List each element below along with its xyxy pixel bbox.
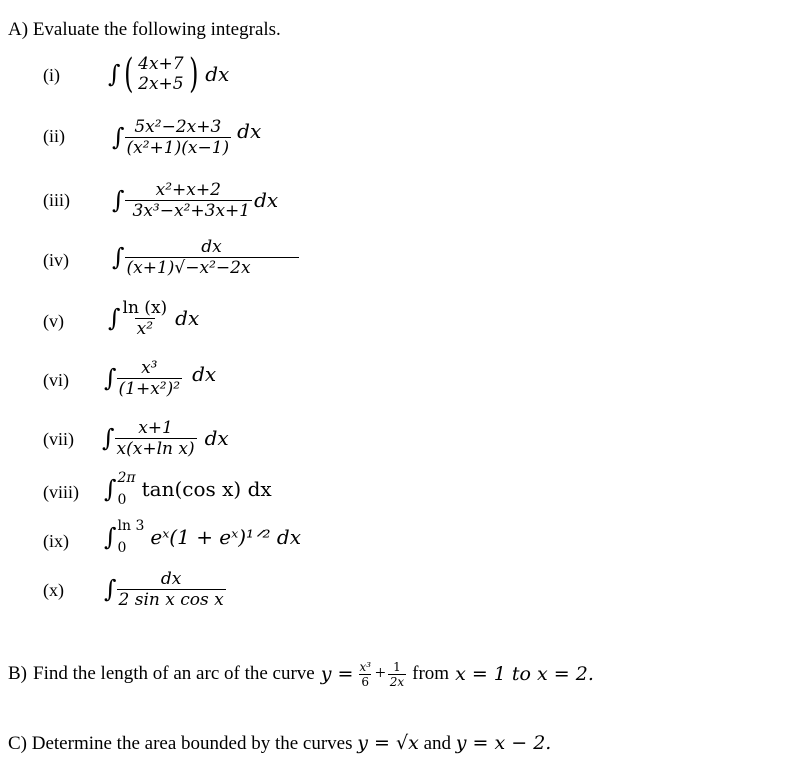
section-b-plus: + — [375, 663, 386, 684]
section-b-frac1-num: x³ — [359, 659, 372, 674]
item-ix-limits — [118, 519, 145, 555]
item-vi-expression — [104, 349, 216, 407]
section-c-and: and — [423, 733, 452, 754]
item-iv-label: (iv) — [43, 250, 69, 270]
integral-sign: ∫ — [108, 304, 121, 332]
left-paren: ( — [123, 51, 134, 97]
item-iii-denominator: 3x³−x²+3x+1 — [125, 200, 253, 221]
item-ii-dx: dx — [237, 119, 262, 143]
section-b-range: x = 1 to x = 2. — [455, 663, 594, 685]
section-b-equation-lhs: y = — [320, 663, 354, 685]
integral-sign: ∫ — [112, 243, 125, 271]
integral-sign: ∫ — [112, 186, 125, 214]
item-iv-denominator: (x+1)√−x²−2x — [125, 257, 299, 278]
section-b-frac2-den: 2x — [389, 674, 405, 689]
item-vi-denominator: (1+x²)² — [118, 378, 181, 399]
item-x-fraction — [117, 569, 226, 610]
section-a-label: A) — [8, 19, 29, 40]
item-vii-label: (vii) — [43, 429, 74, 449]
item-ii-fraction — [125, 117, 232, 158]
item-vi-numerator: x³ — [141, 357, 158, 378]
section-c — [8, 732, 551, 755]
item-iv-numerator: dx — [201, 236, 222, 257]
item-vi-dx: dx — [192, 362, 217, 386]
item-iii-expression — [112, 172, 278, 228]
item-iii-numerator: x²+x+2 — [155, 179, 221, 200]
item-vii-fraction — [115, 418, 197, 459]
item-ix-upper-limit: ln 3 — [117, 518, 145, 534]
item-iv-expression — [112, 228, 299, 286]
section-b-label: B) — [8, 663, 27, 684]
section-a-heading — [8, 19, 281, 41]
section-c-text: Determine the area bounded by the curves — [31, 733, 353, 754]
item-v-denominator: x² — [136, 318, 154, 339]
item-x-denominator: 2 sin x cos x — [118, 589, 224, 610]
section-b-from: from — [412, 663, 450, 684]
item-viii-upper-limit: 2π — [117, 470, 136, 486]
item-i-expression — [108, 44, 229, 104]
integral-sign: ∫ — [104, 523, 117, 551]
item-viii-lower-limit: 0 — [117, 492, 127, 508]
item-iv-fraction — [125, 237, 299, 278]
item-v-expression — [108, 290, 199, 346]
section-b-frac1-den: 6 — [361, 674, 370, 689]
item-ix-label: (ix) — [43, 531, 69, 551]
item-vii-numerator: x+1 — [138, 417, 173, 438]
item-ix-integrand: eˣ(1 + eˣ)¹ᐟ² dx — [150, 525, 301, 549]
section-c-curve-2: y = x − 2. — [455, 732, 552, 754]
item-v-fraction — [121, 298, 170, 339]
item-ii-denominator: (x²+1)(x−1) — [126, 137, 230, 158]
integral-sign: ∫ — [108, 60, 121, 88]
item-ix-lower-limit: 0 — [117, 540, 127, 556]
item-i-dx: dx — [205, 62, 230, 86]
section-b-fraction-2 — [388, 660, 406, 689]
item-viii-expression — [104, 468, 272, 510]
item-iii-dx: dx — [254, 188, 279, 212]
item-ii-label: (ii) — [43, 126, 65, 146]
integral-sign: ∫ — [102, 424, 115, 452]
integral-sign: ∫ — [104, 364, 117, 392]
item-vi-fraction — [117, 358, 183, 399]
item-i-label: (i) — [43, 65, 60, 85]
item-i-denominator: 2x+5 — [138, 74, 184, 94]
item-vii-dx: dx — [204, 426, 229, 450]
item-i-fraction — [136, 54, 185, 94]
right-paren: ) — [188, 51, 199, 97]
item-x-expression — [104, 561, 226, 617]
section-b — [8, 654, 594, 694]
item-viii-limits — [118, 471, 136, 507]
item-i-numerator: 4x+7 — [138, 54, 184, 74]
item-ix-expression — [104, 516, 301, 558]
item-x-numerator: dx — [160, 568, 182, 589]
item-ii-expression — [112, 110, 261, 164]
integral-sign: ∫ — [104, 475, 117, 503]
item-x-label: (x) — [43, 580, 64, 600]
section-b-fraction-1 — [357, 660, 373, 689]
item-ii-numerator: 5x²−2x+3 — [134, 116, 222, 137]
section-b-text: Find the length of an arc of the curve — [33, 663, 315, 684]
section-c-label: C) — [8, 733, 27, 754]
item-iii-fraction — [125, 180, 253, 221]
item-v-numerator: ln (x) — [122, 297, 168, 318]
item-vii-expression — [102, 410, 229, 466]
item-viii-integrand: tan(cos x) dx — [141, 477, 272, 501]
item-iii-label: (iii) — [43, 190, 70, 210]
item-v-dx: dx — [175, 306, 200, 330]
section-c-curve-1: y = √x — [357, 732, 419, 754]
integral-sign: ∫ — [104, 575, 117, 603]
section-a-text: Evaluate the following integrals. — [32, 19, 281, 40]
item-v-label: (v) — [43, 311, 64, 331]
section-b-frac2-num: 1 — [393, 659, 401, 674]
item-vi-label: (vi) — [43, 370, 69, 390]
integral-sign: ∫ — [112, 123, 125, 151]
item-vii-denominator: x(x+ln x) — [116, 438, 195, 459]
item-viii-label: (viii) — [43, 482, 79, 502]
